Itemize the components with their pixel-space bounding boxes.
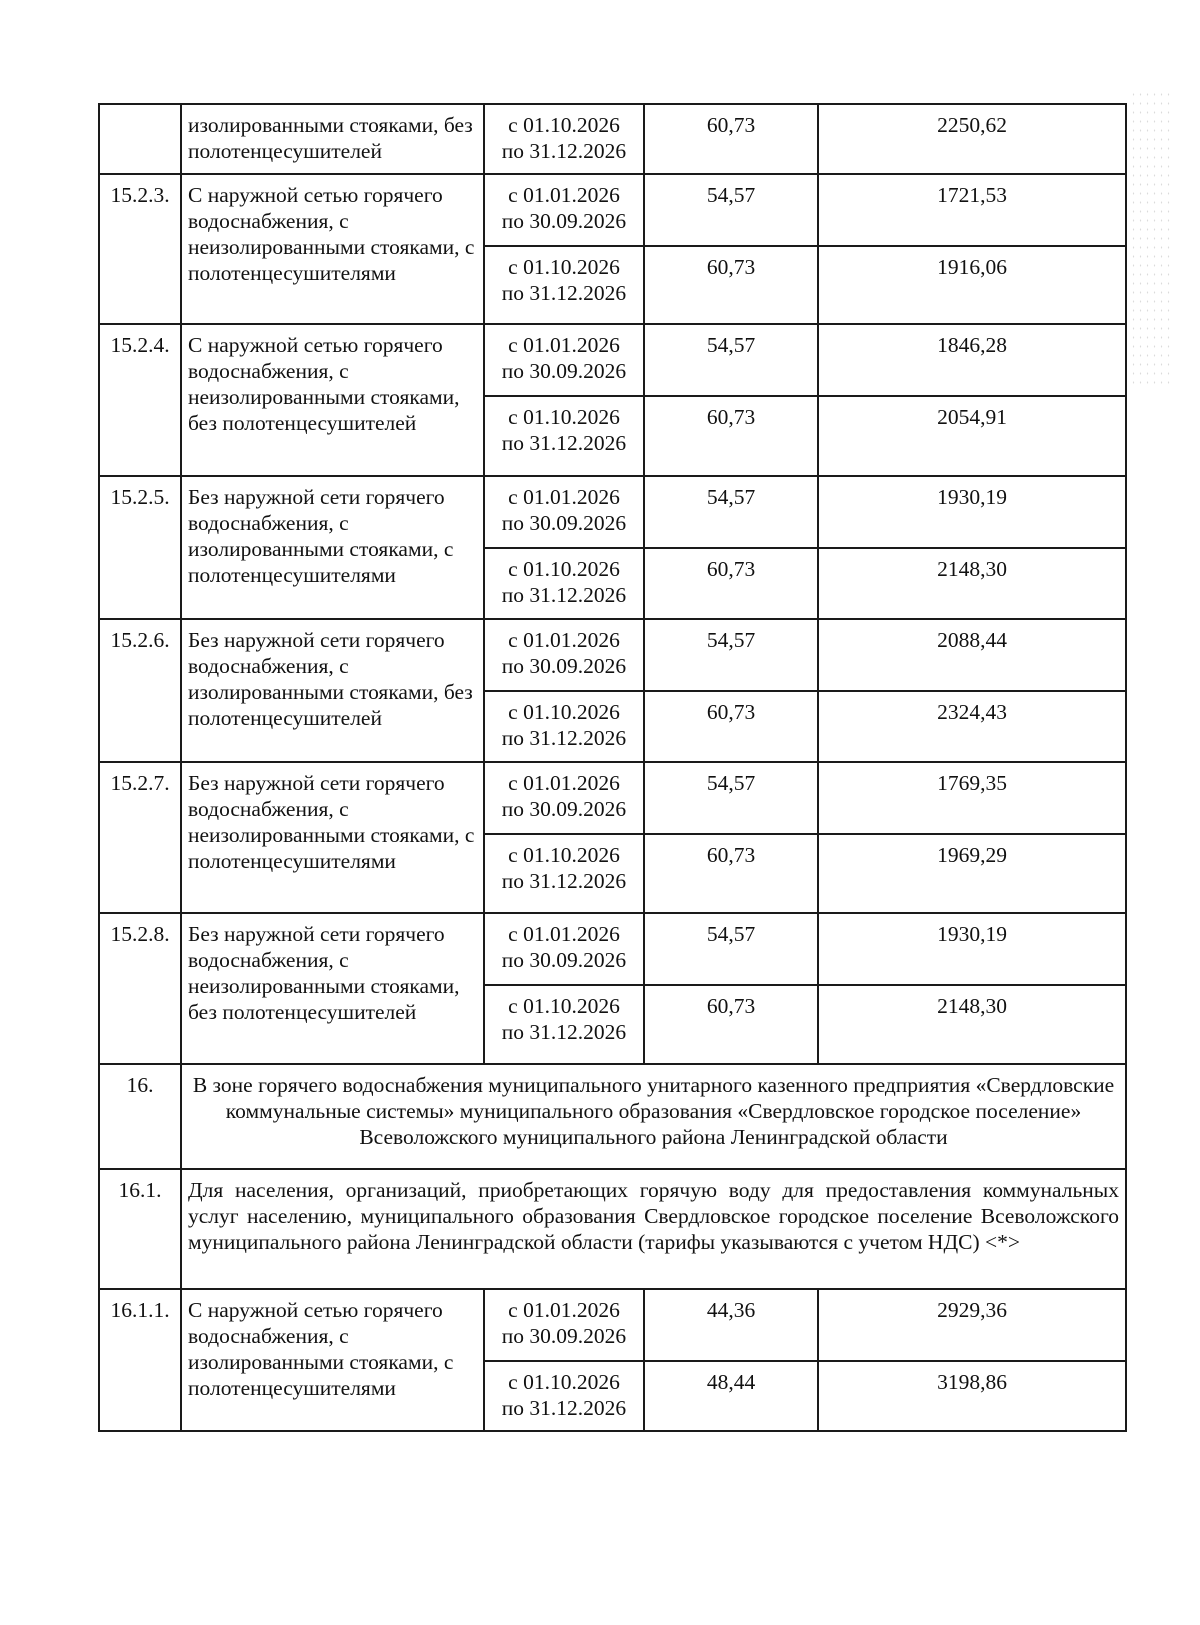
- row-name-cell: изолированными стояками, без полотенцесушителей: [181, 104, 484, 174]
- rate-cell: 48,44: [644, 1361, 818, 1431]
- tariff-table: [98, 103, 1127, 1432]
- total-cell: 3198,86: [818, 1361, 1126, 1431]
- rate-cell: 60,73: [644, 834, 818, 913]
- period-cell: с 01.01.2026 по 30.09.2026: [484, 1289, 644, 1361]
- row-number-cell: 15.2.3.: [99, 174, 181, 324]
- total-cell: 1969,29: [818, 834, 1126, 913]
- rate-cell: 60,73: [644, 985, 818, 1064]
- table-row: [99, 174, 1126, 246]
- period-cell: с 01.10.2026 по 31.12.2026: [484, 104, 644, 174]
- row-name-cell: С наружной сетью горячего водоснабжения, с неизолированными стояками, с полотенцесушителями: [181, 174, 484, 324]
- row-number-cell: 15.2.4.: [99, 324, 181, 476]
- total-cell: 2250,62: [818, 104, 1126, 174]
- section-number-cell: 16.: [99, 1064, 181, 1169]
- rate-cell: 60,73: [644, 246, 818, 324]
- table-row: [99, 104, 1126, 174]
- period-cell: с 01.10.2026 по 31.12.2026: [484, 548, 644, 619]
- period-cell: с 01.10.2026 по 31.12.2026: [484, 834, 644, 913]
- total-cell: 1930,19: [818, 476, 1126, 548]
- table-row: [99, 324, 1126, 396]
- row-number-cell: 16.1.1.: [99, 1289, 181, 1431]
- period-cell: с 01.01.2026 по 30.09.2026: [484, 174, 644, 246]
- row-name-cell: Без наружной сети горячего водоснабжения, с неизолированными стояками, без полотенцесушителей: [181, 913, 484, 1064]
- period-cell: с 01.01.2026 по 30.09.2026: [484, 762, 644, 834]
- period-cell: с 01.01.2026 по 30.09.2026: [484, 324, 644, 396]
- total-cell: 2088,44: [818, 619, 1126, 691]
- rate-cell: 54,57: [644, 324, 818, 396]
- total-cell: 1916,06: [818, 246, 1126, 324]
- total-cell: 1846,28: [818, 324, 1126, 396]
- table-row: [99, 476, 1126, 548]
- rate-cell: 54,57: [644, 619, 818, 691]
- tariff-table-body: [99, 104, 1126, 1431]
- row-number-cell: 15.2.5.: [99, 476, 181, 619]
- rate-cell: 54,57: [644, 762, 818, 834]
- total-cell: 1769,35: [818, 762, 1126, 834]
- total-cell: 2148,30: [818, 985, 1126, 1064]
- total-cell: 1721,53: [818, 174, 1126, 246]
- table-row-subsection: [99, 1169, 1126, 1289]
- row-name-cell: Без наружной сети горячего водоснабжения, с неизолированными стояками, с полотенцесушителями: [181, 762, 484, 913]
- total-cell: 2054,91: [818, 396, 1126, 476]
- rate-cell: 44,36: [644, 1289, 818, 1361]
- row-number-cell: [99, 104, 181, 174]
- period-cell: с 01.10.2026 по 31.12.2026: [484, 246, 644, 324]
- row-number-cell: 15.2.6.: [99, 619, 181, 762]
- scan-noise: [1130, 90, 1170, 390]
- section-title-cell: В зоне горячего водоснабжения муниципального унитарного казенного предприятия «Свердловские коммунальные системы» муниципального образования «Свердловское городское поселение» Всеволожского муниципального района Ленинградской области: [181, 1064, 1126, 1169]
- table-row-section: [99, 1064, 1126, 1169]
- rate-cell: 60,73: [644, 691, 818, 762]
- period-cell: с 01.01.2026 по 30.09.2026: [484, 476, 644, 548]
- row-number-cell: 15.2.7.: [99, 762, 181, 913]
- row-number-cell: 15.2.8.: [99, 913, 181, 1064]
- row-name-cell: Без наружной сети горячего водоснабжения, с изолированными стояками, без полотенцесушителей: [181, 619, 484, 762]
- rate-cell: 60,73: [644, 548, 818, 619]
- table-row: [99, 1289, 1126, 1361]
- row-name-cell: С наружной сетью горячего водоснабжения, с неизолированными стояками, без полотенцесушителей: [181, 324, 484, 476]
- subsection-text-cell: Для населения, организаций, приобретающих горячую воду для предоставления коммунальных услуг населению, муниципального образования Свердловское городское поселение Всеволожского муниципального района Ленинградской области (тарифы указываются с учетом НДС) <*>: [181, 1169, 1126, 1289]
- rate-cell: 54,57: [644, 476, 818, 548]
- rate-cell: 54,57: [644, 174, 818, 246]
- rate-cell: 60,73: [644, 104, 818, 174]
- period-cell: с 01.10.2026 по 31.12.2026: [484, 985, 644, 1064]
- rate-cell: 60,73: [644, 396, 818, 476]
- period-cell: с 01.01.2026 по 30.09.2026: [484, 619, 644, 691]
- period-cell: с 01.10.2026 по 31.12.2026: [484, 691, 644, 762]
- rate-cell: 54,57: [644, 913, 818, 985]
- period-cell: с 01.10.2026 по 31.12.2026: [484, 1361, 644, 1431]
- total-cell: 2929,36: [818, 1289, 1126, 1361]
- table-row: [99, 619, 1126, 691]
- table-row: [99, 913, 1126, 985]
- period-cell: с 01.10.2026 по 31.12.2026: [484, 396, 644, 476]
- total-cell: 2148,30: [818, 548, 1126, 619]
- table-row: [99, 762, 1126, 834]
- period-cell: с 01.01.2026 по 30.09.2026: [484, 913, 644, 985]
- total-cell: 1930,19: [818, 913, 1126, 985]
- row-name-cell: С наружной сетью горячего водоснабжения, с изолированными стояками, с полотенцесушителями: [181, 1289, 484, 1431]
- row-name-cell: Без наружной сети горячего водоснабжения, с изолированными стояками, с полотенцесушителями: [181, 476, 484, 619]
- subsection-number-cell: 16.1.: [99, 1169, 181, 1289]
- total-cell: 2324,43: [818, 691, 1126, 762]
